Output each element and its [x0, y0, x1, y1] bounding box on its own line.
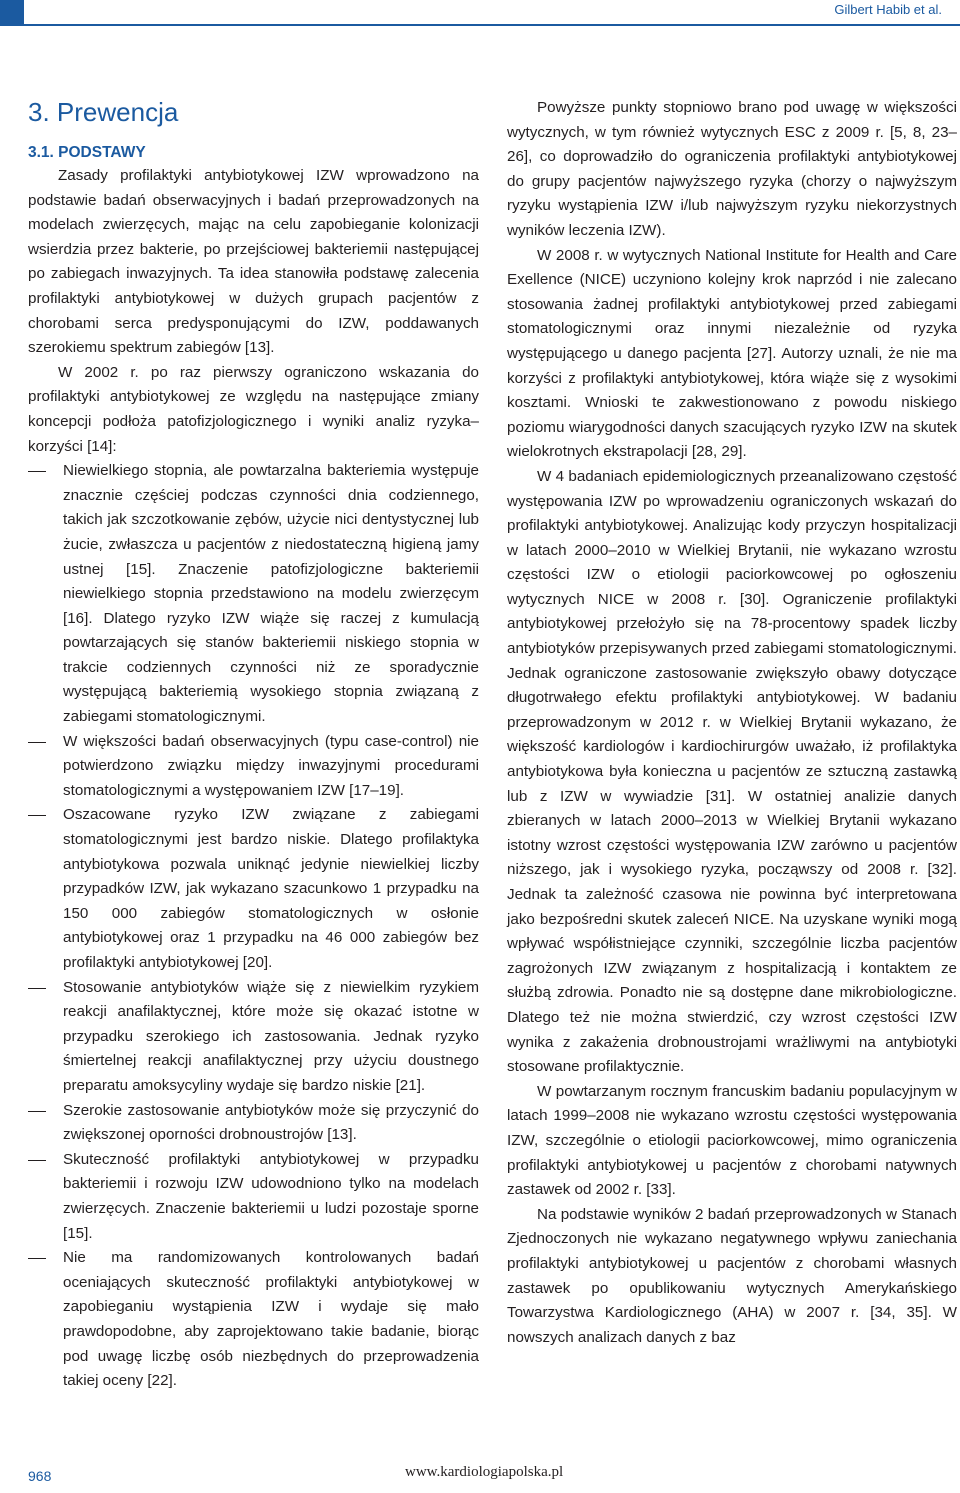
list-item-text: Stosowanie antybiotyków wiąże się z niewielkim ryzykiem reakcji anafilaktycznej, które może się okazać istotne w przypadku szerokiego ich zastosowania. Jednak ryzyko śmiertelnej reakcji anafilaktycznej przy użyciu doustnego preparatu amoksycyliny wydaje się bardzo niskie [21]. [63, 978, 479, 1094]
intro-paragraph: Zasady profilaktyki antybiotykowej IZW wprowadzono na podstawie badań obserwacyjnych i badań przeprowadzonych na modelach zwierzęcych, mając na celu zapobieganie kolonizacji wsierdzia przez bakterie, po przejściowej bakteriemii następującej po zabiegach inwazyjnych. Ta idea stanowiła podstawę zalecenia profilaktyki antybiotykowej w dużych grupach pacjentów z chorobami serca predysponującymi do IZW, poddawanych szerokiemu spektrum zabiegów [13]. [28, 167, 479, 357]
list-item-text: Szerokie zastosowanie antybiotyków może się przyczynić do zwiększonej oporności drobnoustrojów [13]. [63, 1101, 479, 1144]
paragraph: Powyższe punkty stopniowo brano pod uwagę w większości wytycznych, w tym również wytycznych ESC z 2009 r. [5, 8, 23–26], co doprowadziło do ograniczenia profilaktyki antybiotykowej do grupy pacjentów najwyższego ryzyka (chorzy o najwyższym ryzyku wystąpienia IZW i/lub najwyższym ryzyku niekorzystnych wyników leczenia IZW). [507, 99, 957, 239]
paragraph-2002: W 2002 r. po raz pierwszy ograniczono wskazania do profilaktyki antybiotykowej ze względu na następujące zmiany koncepcji podłoża patofizjologicznego i wyniki analiz ryzyka–korzyści [14]: [28, 363, 479, 455]
journal-url: www.kardiologiapolska.pl [405, 1464, 564, 1480]
list-item-text: Niewielkiego stopnia, ale powtarzalna bakteriemia występuje znacznie częściej podczas czynności dnia codziennego, takich jak szczotkowanie zębów, użycie nici dentystycznej lub żucie, zwłaszcza u pacjentów z niedostateczną higieną jamy ustnej [15]. Znaczenie patofizjologiczne bakteriemii niewielkiego stopnia przedstawiono na modelu zwierzęcym [16]. Dlatego ryzyko IZW wiąże się raczej z kumulacją powtarzających się stanów bakteriemii niskiego stopnia w trakcie codziennych czynności niż ze sporadycznie występującą bakteriemią wysokiego stopnia związaną z zabiegami stomatologicznymi. [63, 462, 479, 726]
dash-marker [28, 1111, 46, 1112]
list-item [28, 1148, 479, 1246]
section-title: 3. Prewencja [28, 97, 179, 127]
header-accent-square [0, 0, 24, 26]
dash-marker [28, 1160, 46, 1161]
list-item [28, 803, 479, 975]
bullet-list [28, 459, 479, 1394]
list-item [28, 1246, 479, 1394]
list-item-text: Nie ma randomizowanych kontrolowanych badań oceniających skuteczność profilaktyki antybiotykowej w zapobieganiu wystąpienia IZW i wydaje się mało prawdopodobne, aby zaprojektowano takie badanie, biorąc pod uwagę liczbę osób niezbędnych do przeprowadzenia takiej oceny [22]. [63, 1249, 479, 1390]
page-number: 968 [28, 1468, 52, 1484]
running-header-authors: Gilbert Habib et al. [834, 2, 942, 17]
list-item-text: Oszacowane ryzyko IZW związane z zabiegami stomatologicznymi jest bardzo niskie. Dlatego profilaktyka antybiotykowa pozwala uniknąć jedynie niewielkiej liczby przypadków IZW, jak wykazano szacunkowo 1 przypadku na 150 000 zabiegów stomatologicznych w osłonie antybiotykowej oraz 1 przypadku na 46 000 zabiegów bez profilaktyki antybiotykowej [20]. [63, 806, 479, 971]
paragraph: W 2008 r. w wytycznych National Institute for Health and Care Exellence (NICE) uczyniono kolejny krok naprzód i nie zalecano stosowania żadnej profilaktyki antybiotykowej przed zabiegami stomatologicznymi oraz innymi niezależnie od ryzyka występującego u danego pacjenta [27]. Autorzy uznali, że nie ma korzyści z profilaktyki antybiotykowej, która wiąże się z wysokimi kosztami. Wnioski te zakwestionowano z powodu niskiego poziomu wiarygodności danych szacujących ryzyko IZW na skutek wielokrotnych ekstrapolacji [28, 29]. [507, 246, 957, 461]
paragraph: W powtarzanym rocznym francuskim badaniu populacyjnym w latach 1999–2008 nie wykazano wzrostu częstości występowania IZW, szczególnie o etiologii paciorkowcowej, mimo ograniczenia profilaktyki antybiotykowej u pacjentów z chorobami natywnych zastawek od 2002 r. [33]. [507, 1082, 957, 1199]
list-item [28, 459, 479, 730]
left-column [28, 96, 479, 1394]
subsection-title: 3.1. PODSTAWY [28, 144, 146, 161]
dash-marker [28, 742, 46, 743]
dash-marker [28, 471, 46, 472]
header-rule [24, 24, 960, 26]
dash-marker [28, 815, 46, 816]
list-item [28, 976, 479, 1099]
top-bar [0, 0, 960, 26]
list-item [28, 730, 479, 804]
dash-marker [28, 988, 46, 989]
list-item-text: Skuteczność profilaktyki antybiotykowej w przypadku bakteriemii i rozwoju IZW udowodniono tylko na modelach zwierzęcych. Znaczenie bakteriemii u ludzi pozostaje sporne [15]. [63, 1150, 479, 1242]
right-column [507, 96, 957, 1350]
list-item [28, 1099, 479, 1148]
paragraph: W 4 badaniach epidemiologicznych przeanalizowano częstość występowania IZW po wprowadzeniu ograniczonych wskazań do profilaktyki antybiotykowej. Analizując kody przyczyn hospitalizacji w latach 2000–2010 w Wielkiej Brytanii, nie wykazano wzrostu częstości IZW o etiologii paciorkowcowej po ogłoszeniu wytycznych NICE w 2008 r. [30]. Ograniczenie profilaktyki antybiotykowej przełożyło się na 78-procentowy spadek liczby antybiotyków przepisywanych przed zabiegami stomatologicznymi. Jednak ograniczone zastosowanie zwiększyło obawy dotyczące długotrwałego efektu profilaktyki antybiotykowej. W badaniu przeprowadzonym w 2012 r. w Wielkiej Brytanii wykazano, że większość kardiologów i kardiochirurgów uważało, iż profilaktyka antybiotykowa była konieczna u pacjentów ze sztuczną zastawką lub z IZW w wywiadzie [31]. W ostatniej analizie danych zbieranych w latach 2000–2013 w Wielkiej Brytanii wykazano istotny wzrost częstości występowania IZW zarówno u pacjentów niższego, jak i wysokiego ryzyka, począwszy od 2008 r. [32]. Jednak ta zależność czasowa nie powinna być interpretowana jako bezpośredni skutek zaleceń NICE. Na uzyskane wyniki mogą wpływać współistniejące czynniki, szczególnie liczba pacjentów zagrożonych IZW związanym z hospitalizacją i kontaktem ze służbą zdrowia. Ponadto nie są dostępne dane mikrobiologiczne. Dlatego też nie można stwierdzić, czy wzrost częstości IZW wynika z zakażenia drobnoustrojami wrażliwymi na antybiotyki stosowane profilaktycznie. [507, 467, 957, 1076]
paragraph: Na podstawie wyników 2 badań przeprowadzonych w Stanach Zjednoczonych nie wykazano negatywnego wpływu zaniechania profilaktyki antybiotykowej u pacjentów z chorobami własnych zastawek po opublikowaniu wytycznych Amerykańskiego Towarzystwa Kardiologicznego (AHA) w 2007 r. [34, 35]. W nowszych analizach danych z baz [507, 1205, 957, 1346]
list-item-text: W większości badań obserwacyjnych (typu case-control) nie potwierdzono związku między inwazyjnymi procedurami stomatologicznymi a występowaniem IZW [17–19]. [63, 732, 479, 799]
dash-marker [28, 1258, 46, 1259]
